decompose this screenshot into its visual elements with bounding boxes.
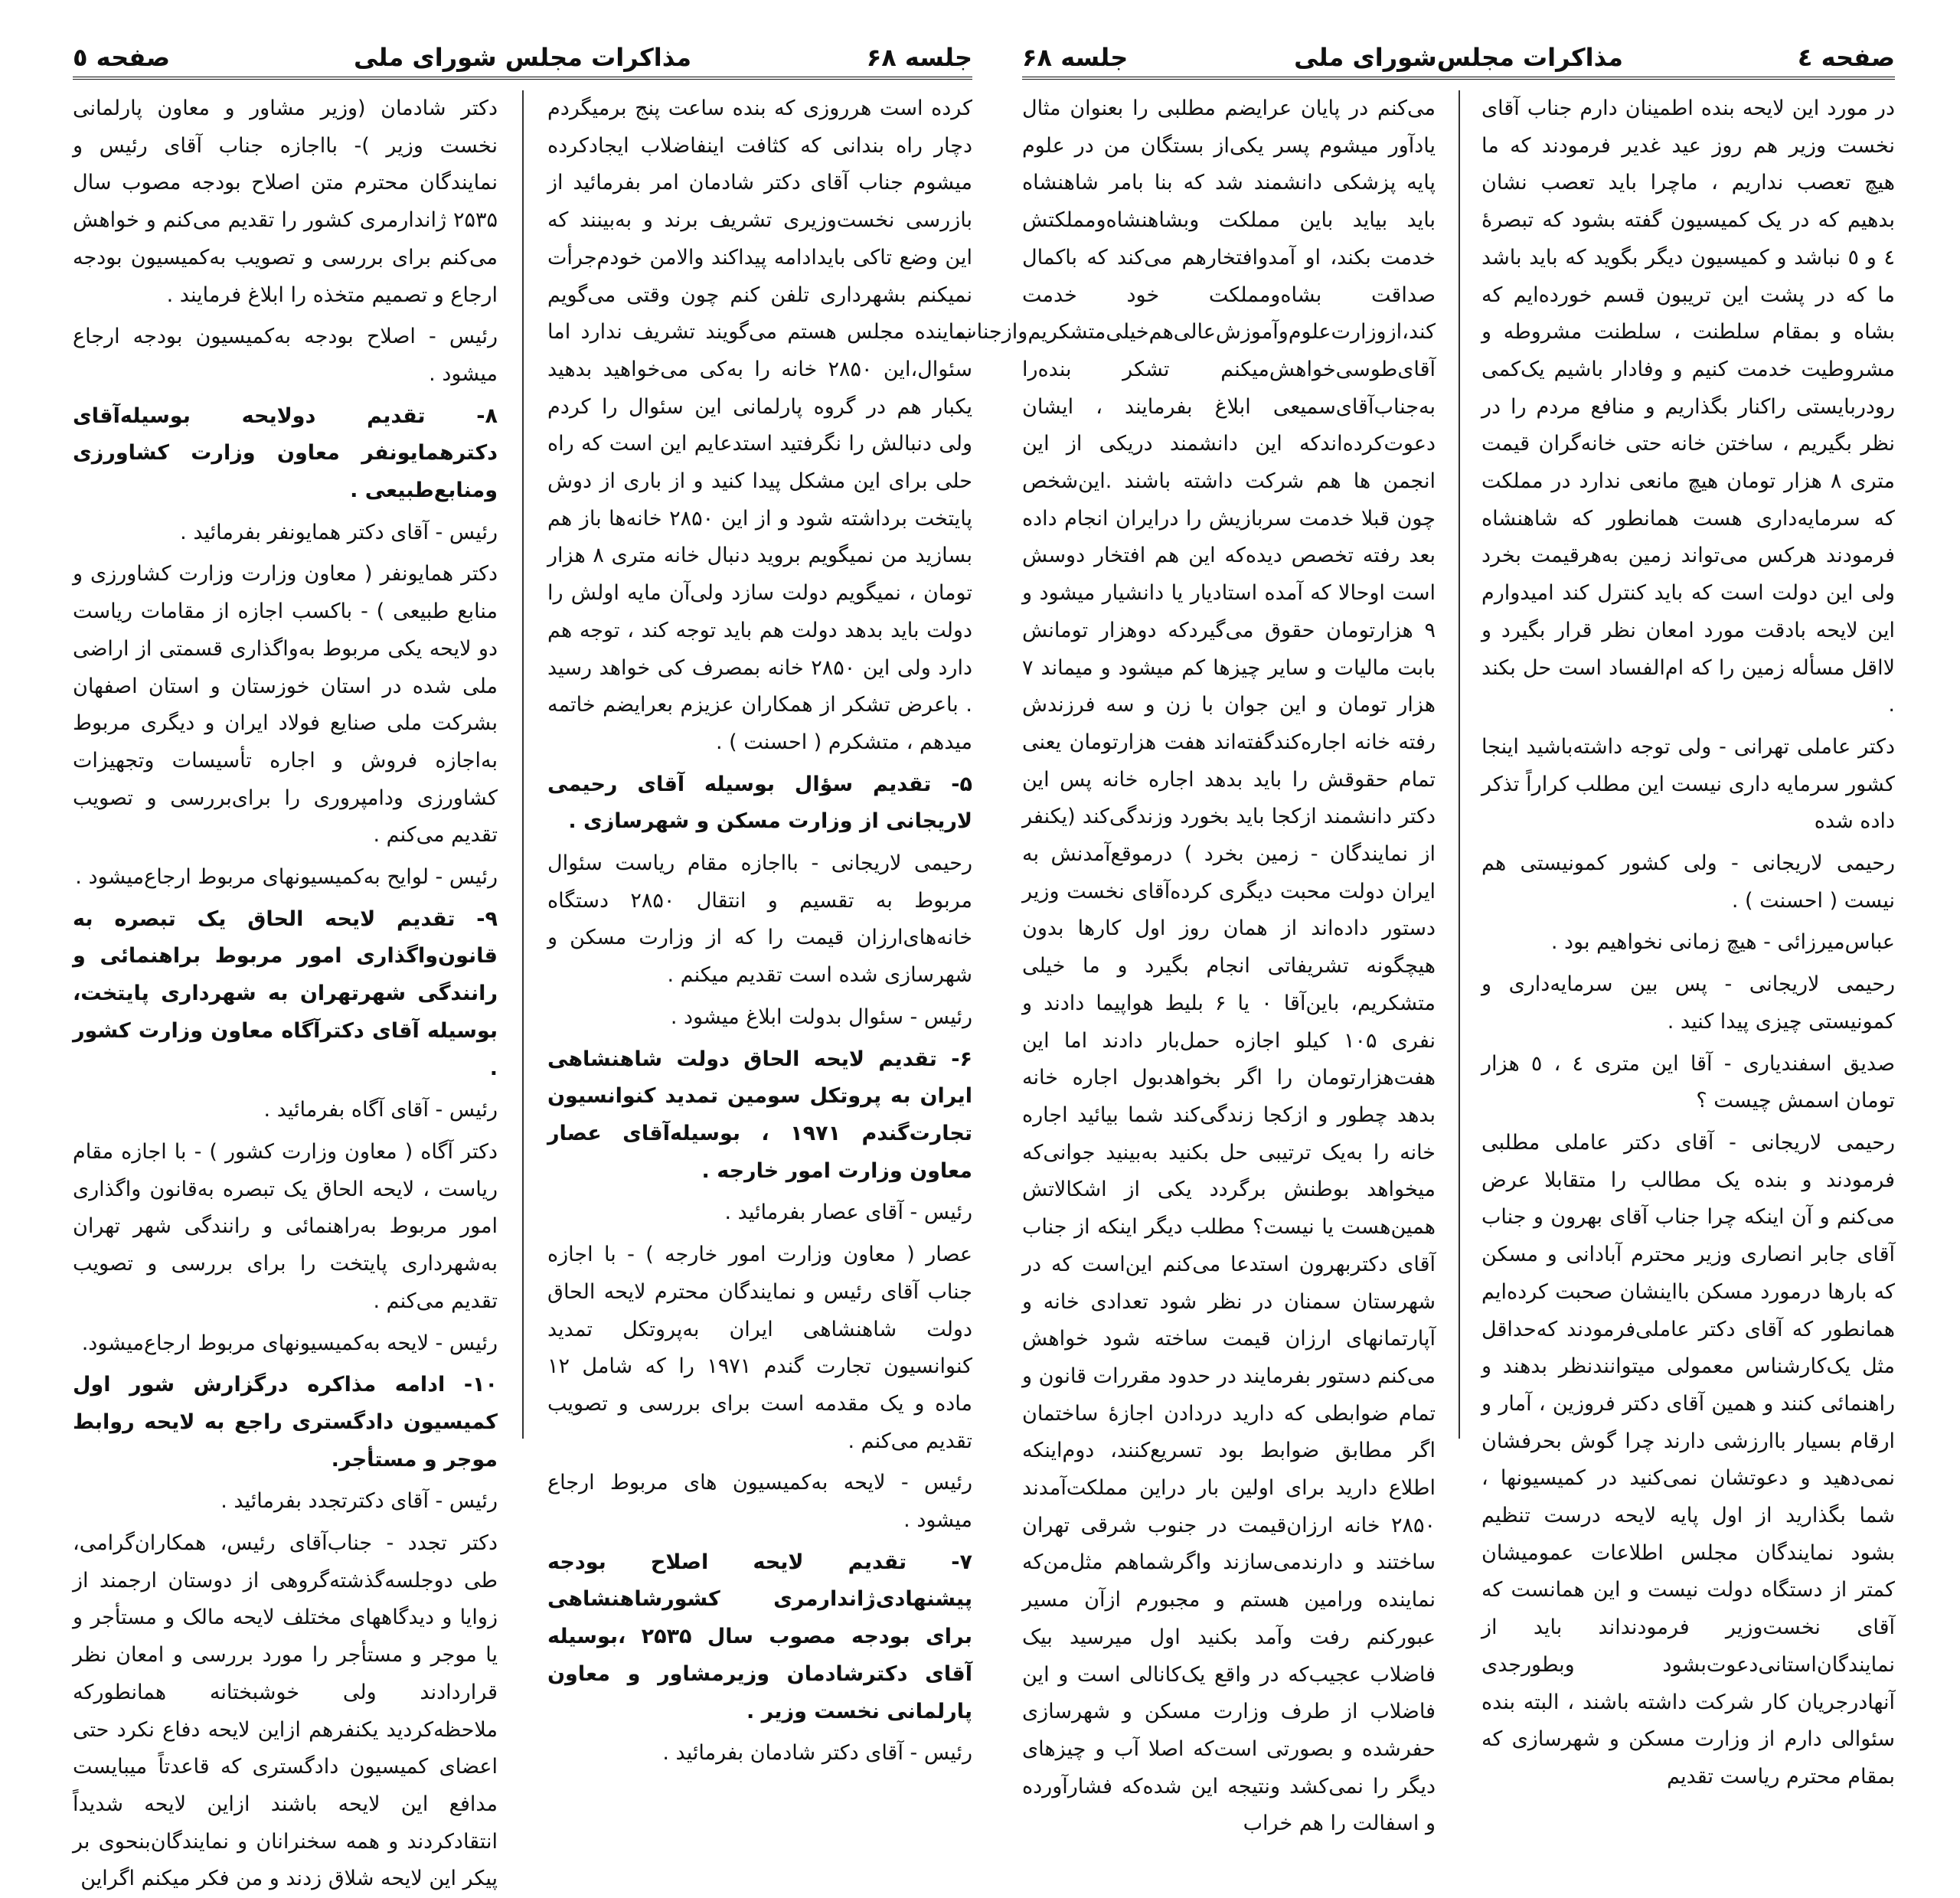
- paragraph: رئیس - آقای آگاه بفرمائید .: [263, 1098, 498, 1122]
- paragraph: رئیس - لوایح به‌کمیسیونهای مربوط ارجاع‌میشود .: [75, 865, 498, 890]
- section-heading: ۷- تقدیم لایحه اصلاح بودجه پیشنهادی‌ژاندارمری کشورشاهنشاهی برای بودجه مصوب سال ۲۵۳۵ ،بوسیله آقای دکترشادمان وزیرمشاور و معاون پارلمانی نخست وزیر .: [547, 1550, 972, 1723]
- paragraph: رحیمی لاریجانی - آقای دکتر عاملی مطلبی فرمودند و بنده یک مطالب را متقابلا عرض می‌کنم و آن اینکه چرا جناب آقای بهرون و جناب آقای جابر انصاری وزیر محترم آبادانی و مسکن که بارها درمورد مسکن بااینشان صحبت کرده‌ایم همانطور که آقای دکتر عاملی‌فرمودند که‌حداقل مثل یک‌کارشناس معمولی میتوانندنظر بدهند و راهنمائی کنند و همین آقای دکتر فروزین ، آمار و ارقام بسیار باارزشی دارند چرا گوش بحرفشان نمی‌دهید و دعوتشان نمی‌کنید در کمیسیونها ، شما بگذارید از اول پایه لایحه درست تنظیم بشود نمایندگان مجلس اطلاعات عمومیشان کمتر از دستگاه دولت نیست و این همانست که آقای نخست‌وزیر فرمودنداند باید از نمایندگان‌استانی‌دعوت‌بشود وبطورجدی آنهادرجریان کار شرکت داشته باشند ، البته بنده سئوالی دارم از وزارت مسکن و شهرسازی که بمقام محترم ریاست تقدیم: [1481, 1130, 1895, 1789]
- section-heading: ۸- تقدیم دولایحه بوسیله‌آقای دکترهمایونفر معاون وزارت کشاورزی ومنابع‌طبیعی .: [73, 403, 498, 503]
- left-page-header: [73, 38, 972, 80]
- paragraph: دکتر آگاه ( معاون وزارت کشور ) - با اجازه مقام ریاست ، لایحه الحاق یک تبصره به‌قانون واگذاری امور مربوط به‌راهنمائی و رانندگی شهر تهران به‌شهرداری پایتخت را برای بررسی و تصویب تقدیم می‌کنم .: [73, 1139, 498, 1313]
- left-page-number: صفحه ٥: [73, 43, 171, 72]
- paragraph: رئیس - آقای دکتر شادمان بفرمائید .: [662, 1741, 972, 1766]
- left-page-session: جلسه ۶۸: [866, 43, 972, 72]
- paragraph: کرده است هرروزی که بنده ساعت پنج برمیگردم دچار راه بندانی که کثافت اینفاضلاب ایجادکرده میشوم جناب آقای دکتر شادمان امر بفرمائید از بازرسی نخست‌وزیری تشریف برند و به‌بینند که این وضع تاکی بایدادامه پیداکند والامن خودم‌جرأت نمیکنم بشهرداری تلفن کنم چون وقتی می‌گویم نماینده مجلس هستم می‌گویند تشریف ندارد اما سئوال،این ۲۸۵۰ خانه را به‌کی می‌خواهید بدهید یکبار هم در گروه پارلمانی این سئوال را کردم ولی دنبالش را نگرفتید استدعایم این است که راه حلی برای این مشکل پیدا کنید و از باری از دوش پایتخت برداشته شود و از این ۲۸۵۰ خانه‌ها باز هم بسازید من نمیگویم بروید دنبال خانه متری ۸ هزار تومان ، نمیگویم دولت سازد ولی‌آن مایه اولش را دولت باید بدهد دولت هم باید توجه کند ، توجه هم دارد ولی این ۲۸۵۰ خانه بمصرف کی خواهد رسید . باعرض تشکر از همکاران عزیزم بعرایضم خاتمه میدهم ، متشکرم ( احسنت ) .: [547, 96, 973, 754]
- section-heading: ۹- تقدیم لایحه الحاق یک تبصره به قانون‌واگذاری امور مربوط براهنمائی و رانندگی شهرتهران به شهرداری پایتخت، بوسیله آقای دکترآگاه معاون وزارت کشور .: [73, 907, 498, 1080]
- paragraph: عصار ( معاون وزارت امور خارجه ) - با اجازه جناب آقای رئیس و نمایندگان محترم لایحه الحاق دولت شاهنشاهی ایران به‌پروتکل تمدید کنوانسیون تجارت گندم ۱۹۷۱ را که شامل ۱۲ ماده و یک مقدمه است برای بررسی و تصویب تقدیم می‌کنم .: [547, 1243, 972, 1453]
- paragraph: رئیس - آقای عصار بفرمائید .: [724, 1201, 972, 1225]
- right-page-number: صفحه ٤: [1797, 43, 1895, 72]
- left-page-left-column: [73, 90, 498, 1891]
- paragraph: دکتر عاملی تهرانی - ولی توجه داشته‌باشید اینجا کشور سرمایه داری نیست این مطلب کراراً تذکر داده شده: [1481, 734, 1895, 834]
- left-page-title: مذاکرات مجلس شورای ملی: [354, 43, 691, 72]
- left-page-right-column: [547, 90, 973, 1766]
- paragraph: دکتر تجدد - جناب‌آقای رئیس، همکاران‌گرامی، طی دوجلسه‌گذشته‌گروهی از دوستان ارجمند از زوایا و دیدگاههای مختلف لایحه مالک و مستأجر و یا موجر و مستأجر را مورد بررسی و امعان نظر قراردادند ولی خوشبختانه همانطورکه ملاحظه‌کردید یکنفرهم ازاین لایحه دفاع نکرد حتی اعضای کمیسیون دادگستری که قاعدتاً میبایست مدافع این لایحه باشند ازاین لایحه شدیداً انتقادکردند و همه سخنرانان و نمایندگان‌بنحوی بر پیکر این لایحه شلاق زدند و من فکر میکنم اگراین: [73, 1531, 498, 1891]
- left-page: [73, 0, 973, 1891]
- paragraph: صدیق اسفندیاری - آقا این متری ٤ ، ٥ هزار تومان اسمش چیست ؟: [1481, 1051, 1895, 1113]
- section-heading: ۵- تقدیم سؤال بوسیله آقای رحیمی لاریجانی از وزارت مسکن و شهرسازی .: [547, 772, 972, 834]
- paragraph: رئیس - آقای دکترتجدد بفرمائید .: [220, 1489, 498, 1514]
- column-divider: [1459, 90, 1460, 1439]
- paragraph: رئیس - اصلاح بودجه به‌کمیسیون بودجه ارجاع میشود .: [73, 325, 498, 386]
- right-page-right-column: [1481, 90, 1895, 1789]
- paragraph: رئیس - آقای دکتر همایونفر بفرمائید .: [180, 520, 498, 544]
- paragraph: رحیمی لاریجانی - پس بین سرمایه‌داری و کمونیستی چیزی پیدا کنید .: [1481, 972, 1895, 1034]
- right-page: [957, 0, 1895, 1836]
- right-page-session: جلسه ۶۸: [1022, 43, 1129, 72]
- section-heading: ۶- تقدیم لایحه الحاق دولت شاهنشاهی ایران به پروتکل سومین تمدید کنوانسیون تجارت‌گندم ۱۹۷۱ ، بوسیله‌آقای عصار معاون وزارت امور خارجه .: [547, 1047, 972, 1183]
- right-page-left-column: [957, 90, 1436, 1836]
- column-divider: [522, 90, 524, 1439]
- right-page-title: مذاکرات مجلس‌شورای ملی: [1294, 43, 1623, 72]
- paragraph: دکتر شادمان (وزیر مشاور و معاون پارلمانی نخست وزیر )- بااجازه جناب آقای رئیس و نمایندگان محترم متن اصلاح بودجه مصوب سال ۲۵۳۵ ژاندارمری کشور را تقدیم می‌کنم و خواهش می‌کنم برای بررسی و تصویب به‌کمیسیون بودجه ارجاع و تصمیم متخذه را ابلاغ فرمایند .: [73, 96, 498, 307]
- paragraph: می‌کنم در پایان عرایضم مطلبی را بعنوان مثال یادآور میشوم پسر یکی‌از بستگان من در علوم پایه پزشکی دانشمند شد که بنا بامر شاهنشاه باید بیاید باین مملکت وبشاهنشاه‌ومملکتش خدمت بکند، او آمد‌وافتخارهم می‌کند که باکمال صداقت بشاه‌ومملکت خود خدمت کند،ازوزارت‌علوم‌وآموزش‌عالی‌هم‌خیلی‌متشکریم‌وازجناب آقای‌طوسی‌خواهش‌میکنم تشکر بنده‌را به‌جناب‌آقای‌سمیعی ابلاغ بفرمایند ، ایشان دعوت‌کرده‌اندکه این دانشمند دریکی از این انجمن ها هم شرکت داشته باشند .این‌شخص چون قبلا خدمت سربازیش را درایران انجام داده بعد رفته تخصص دیده‌که این هم افتخار دوسش است اوحالا که آمده استادیار یا دانشیار میشود و ۹ هزارتومان حقوق می‌گیرد‌که دوهزار تومانش بابت مالیات و سایر چیزها کم میشود و میماند ۷ هزار تومان و این جوان با زن و سه فرزندش رفته خانه اجاره‌کند‌گفته‌اند هفت هزارتومان یعنی تمام حقوقش را باید بدهد اجاره خانه پس این دکتر دانشمند ازکجا باید بخورد وزندگی‌کند (یکنفر از نمایندگان - زمین بخرد ) درموقع‌آمدنش به ایران دولت محبت دیگری کرده‌آقای نخست وزیر دستور داده‌اند از همان روز اول کارها بدون هیچگونه تشریفاتی انجام بگیرد و ما خیلی متشکریم، باین‌آقا ۰ یا ۶ بلیط هواپیما دادند و نفری ۱۰۵ کیلو اجازه حمل‌بار دادند اما این هفت‌هزارتومان را اگر بخواهدبول اجاره خانه بدهد چطور و ازکجا زندگی‌کند شما بیائید اجاره خانه را به‌یک ترتیبی حل بکنید به‌بینید جوانی‌که میخواهد بوطنش برگردد یکی از اشکالاتش همین‌هست یا نیست؟ مطلب دیگر اینکه از جناب آقای دکتربهرون استدعا می‌کنم این‌است که در شهرستان سمنان در نظر شود تعدادی خانه و آپارتمانهای ارزان قیمت ساخته شود خواهش می‌کنم دستور بفرمایند در حدود مقررات قانون و تمام ضوابطی که دارید دردادن اجازهٔ ساختمان اگر مطابق ضوابط بود تسریع‌کنند، دوم‌اینکه اطلاع دارید برای اولین بار دراین مملکت‌آمدند ۲۸۵۰ خانه ارزان‌قیمت در جنوب شرقی تهران ساختند و دارندمی‌سازند واگرشماهم مثل‌من‌که نماینده ورامین هستم و مجبورم ازآن مسیر عبورکنم رفت وآمد بکنید اول میرسید بیک فاضلاب عجیب‌که در واقع یک‌کانالی است و این فاضلاب از طرف وزارت مسکن و شهرسازی حفرشده و بصورتی است‌که اصلا آب و چیزهای دیگر را نمی‌کشد ونتیجه این شده‌که فشارآورده و اسفالت را هم خراب: [957, 96, 1436, 1836]
- paragraph: رئیس - لایحه به‌کمیسیونهای مربوط ارجاع‌میشود.: [81, 1331, 498, 1355]
- paragraph: در مورد این لایحه بنده اطمینان دارم جناب آقای نخست وزیر هم روز عید غدیر فرمودند که ما هیچ تعصب نداریم ، ماچرا باید تعصب نشان بدهیم که در یک کمیسیون گفته بشود که تبصرهٔ ٤ و ٥ نباشد و کمیسیون دیگر بگوید که باید باشد ما که در پشت این تریبون قسم خورده‌ایم که بشاه و بمقام سلطنت ، سلطنت مشروطه و مشروطیت خدمت کنیم و وفادار باشیم یک‌کمی رودربایستی راکنار بگذاریم و منافع مردم را در نظر بگیریم ، ساختن خانه حتی خانه‌گران قیمت متری ۸ هزار تومان هیچ مانعی ندارد در مملکت که سرمایه‌داری هست همانطور که شاهنشاه فرمودند هرکس می‌تواند زمین به‌هرقیمت بخرد ولی این دولت است که باید کنترل کند امیدوارم این لایحه بادقت مورد امعان نظر قرار بگیرد و لااقل مسأله زمین را که ام‌الفساد است حل بکند .: [1481, 96, 1895, 717]
- paragraph: رئیس - سئوال بدولت ابلاغ میشود .: [670, 1005, 972, 1029]
- paragraph: عباس‌میرزائی - هیچ زمانی نخواهیم بود .: [1550, 930, 1895, 955]
- paragraph: دکتر همایونفر ( معاون وزارت وزارت کشاورزی و منابع طبیعی ) - باکسب اجازه از مقامات ریاست دو لایحه یکی مربوط به‌واگذاری قسمتی از اراضی ملی شده در استان خوزستان و استان اصفهان بشرکت ملی صنایع فولاد ایران و دیگری مربوط به‌اجازه فروش و اجاره تأسیسات وتجهیزات کشاورزی ودامپروری را برای‌بررسی و تصویب تقدیم می‌کنم .: [73, 562, 498, 848]
- paragraph: رحیمی لاریجانی - ولی کشور کمونیستی هم نیست ( احسنت ) .: [1481, 851, 1895, 913]
- paragraph: رئیس - لایحه به‌کمیسیون های مربوط ارجاع میشود .: [547, 1471, 972, 1533]
- section-heading: ۱۰- ادامه مذاکره درگزارش شور اول کمیسیون دادگستری راجع به لایحه روابط موجر و مستأجر.: [73, 1373, 498, 1472]
- right-page-header: [1022, 38, 1895, 80]
- paragraph: رحیمی لاریجانی - بااجازه مقام ریاست سئوال مربوط به تقسیم و انتقال ۲۸۵۰ دستگاه خانه‌های‌ارزان قیمت را که از وزارت مسکن و شهرسازی شده است تقدیم میکنم .: [547, 851, 972, 988]
